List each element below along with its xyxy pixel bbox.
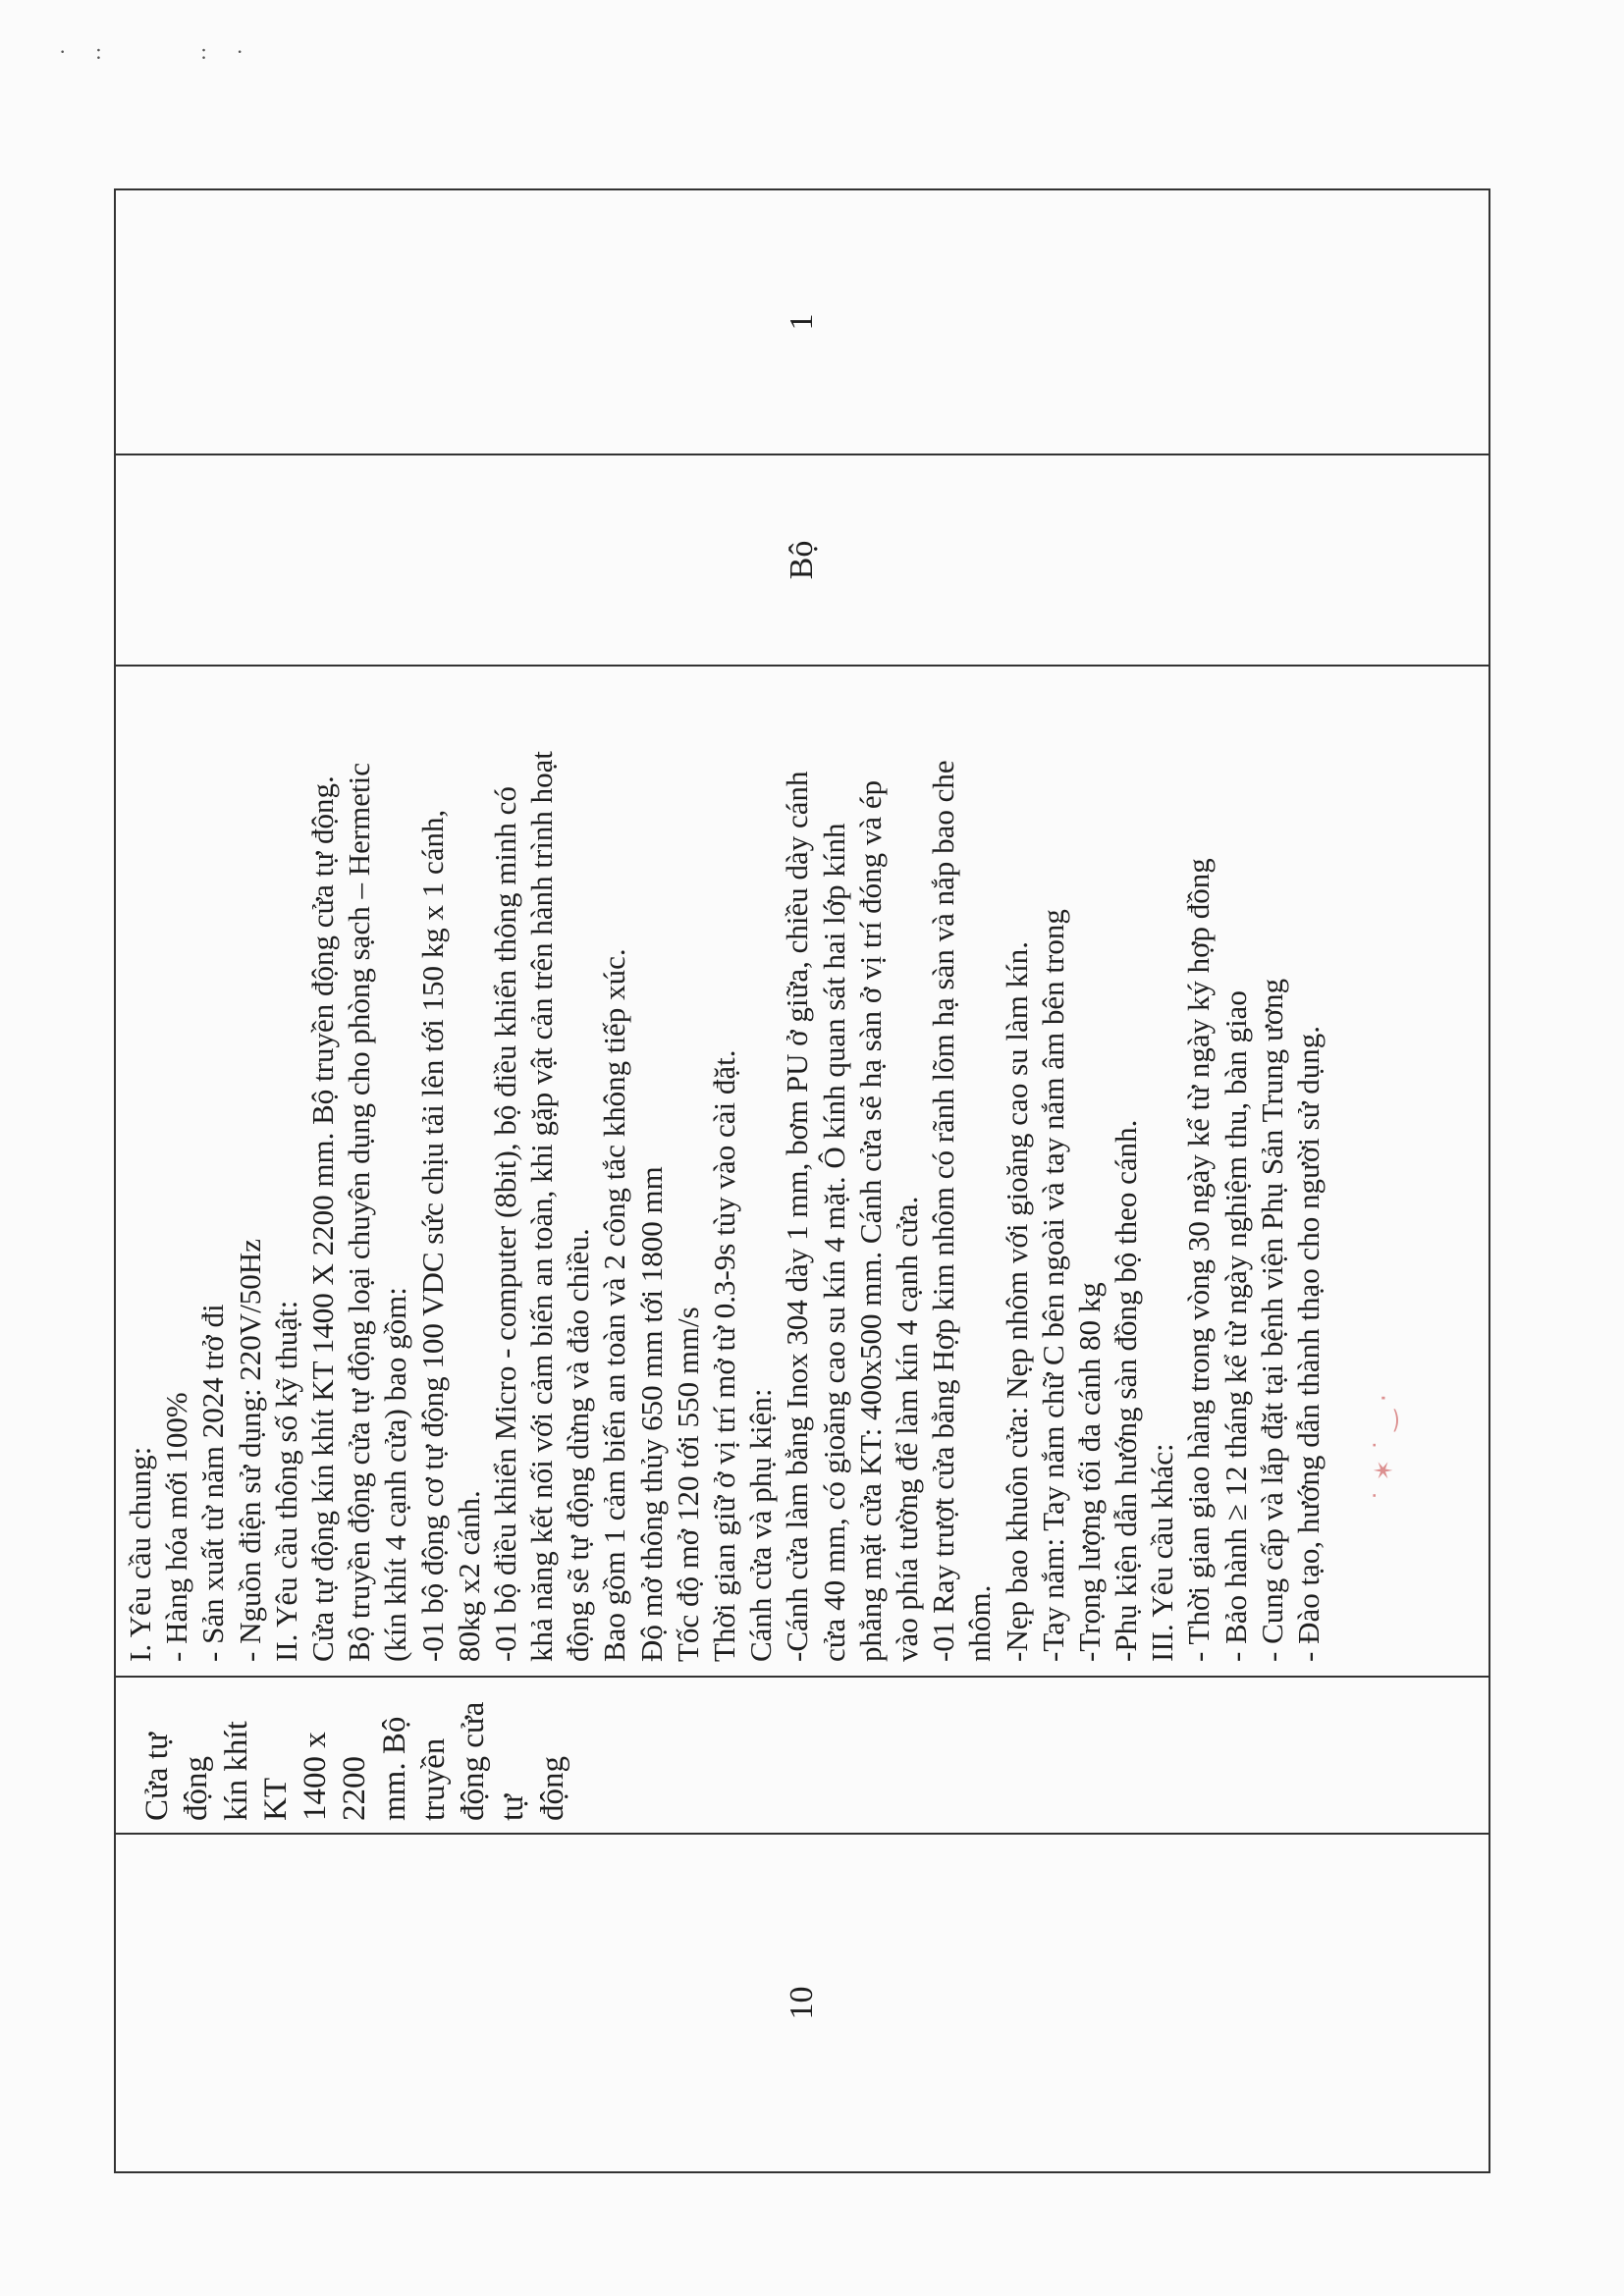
spec-line: II. Yêu cầu thông số kỹ thuật:	[268, 1300, 303, 1662]
spec-line: Bộ truyền động cửa tự động loại chuyên dụng cho phòng sạch – Hermetic	[342, 762, 377, 1662]
item-quantity: 1	[116, 188, 1490, 454]
spec-line: - Thời gian giao hàng trong vòng 30 ngày kể từ ngày ký hợp đồng	[1181, 858, 1217, 1662]
spec-line: - Hàng hóa mới 100%	[159, 1392, 194, 1662]
spec-line: Tốc độ mở 120 tới 550 mm/s	[670, 1307, 705, 1662]
spec-line: -Tay nắm: Tay nắm chữ C bên ngoài và tay nắm âm bên trong	[1035, 909, 1070, 1662]
spec-line: 80kg x2 cánh.	[451, 1490, 486, 1662]
spec-line: - Sản xuất từ năm 2024 trở đi	[195, 1304, 231, 1662]
spec-line: Bao gồm 1 cảm biến an toàn và 2 công tắc không tiếp xúc.	[597, 948, 632, 1662]
spec-line: - Cung cấp và lắp đặt tại bệnh viện Phụ Sản Trung ương	[1254, 978, 1289, 1662]
spec-line: III. Yêu cầu khác:	[1145, 1443, 1180, 1662]
item-unit: Bộ	[116, 454, 1490, 665]
spec-line: - Bảo hành ≥ 12 tháng kể từ ngày nghiệm thu, bàn giao	[1218, 990, 1253, 1662]
scan-specks: ·: :·	[59, 39, 273, 64]
spec-line: - Nguồn điện sử dụng: 220V/50Hz	[232, 1239, 267, 1662]
spec-line: phẳng mặt cửa KT: 400x500 mm. Cánh cửa sẽ hạ sàn ở vị trí đóng và ép	[852, 779, 888, 1662]
spec-line: -Trọng lượng tối đa cánh 80 kg	[1071, 1282, 1107, 1662]
item-name-line: kín khít KT	[218, 1721, 294, 1821]
item-name-line: động cửa tự	[456, 1701, 531, 1821]
spec-line: -01 bộ động cơ tự động 100 VDC sức chịu tải lên tới 150 kg x 1 cánh,	[414, 809, 450, 1662]
item-name	[116, 1676, 1490, 1833]
spec-line: - Đào tạo, hướng dẫn thành thạo cho người sử dụng.	[1291, 1026, 1326, 1662]
spec-line: -Phụ kiện dẫn hướng sàn đồng bộ theo cánh.	[1109, 1119, 1144, 1662]
spec-line: vào phía tường để làm kín 4 cạnh cửa.	[889, 1196, 924, 1662]
spec-line: Cửa tự động kín khít KT 1400 X 2200 mm. Bộ truyền động cửa tự động.	[304, 775, 340, 1662]
spec-line: Cánh cửa và phụ kiện:	[743, 1388, 779, 1662]
item-number: 10	[116, 1833, 1490, 2171]
item-name-line: mm. Bộ truyền	[376, 1716, 452, 1821]
spec-line: -Nẹp bao khuôn cửa: Nẹp nhôm với gioăng cao su làm kín.	[999, 941, 1034, 1662]
spec-line: I. Yêu cầu chung:	[123, 1446, 157, 1662]
spec-line: -01 bộ điều khiển Micro - computer (8bit), bộ điều khiển thông minh có	[487, 786, 522, 1662]
spec-line: -Cánh cửa làm bằng Inox 304 dày 1 mm, bơm PU ở giữa, chiều dày cánh	[780, 771, 815, 1662]
red-stamp-mark: ˙ ✶ ˙ ‿ ·	[1370, 1393, 1399, 1502]
spec-line: nhôm.	[962, 1584, 998, 1662]
spec-line: cửa 40 mm, có gioăng cao su kín 4 mặt. Ô kính quan sát hai lớp kính	[816, 823, 851, 1662]
item-name-line: động	[534, 1756, 570, 1821]
spec-line: khả năng kết nối với cảm biến an toàn, khi gặp vật cản trên hành trình hoạt	[524, 750, 560, 1662]
item-name-line: Cửa tự động	[139, 1733, 215, 1821]
spec-table-row	[114, 188, 1490, 2173]
spec-line: Độ mở thông thủy 650 mm tới 1800 mm	[633, 1166, 669, 1662]
spec-line: (kín khít 4 cạnh cửa) bao gồm:	[378, 1287, 413, 1662]
item-specification	[116, 665, 1490, 1676]
item-name-line: 1400 x 2200	[298, 1732, 373, 1821]
spec-line: động sẽ tự động dừng và đảo chiều.	[561, 1228, 596, 1662]
spec-line: Thời gian giữ ở vị trí mở từ 0.3-9s tùy vào cài đặt.	[707, 1049, 741, 1662]
spec-line: -01 Ray trượt cửa bằng Hợp kim nhôm có rãnh lõm hạ sàn và nắp bao che	[926, 760, 961, 1662]
